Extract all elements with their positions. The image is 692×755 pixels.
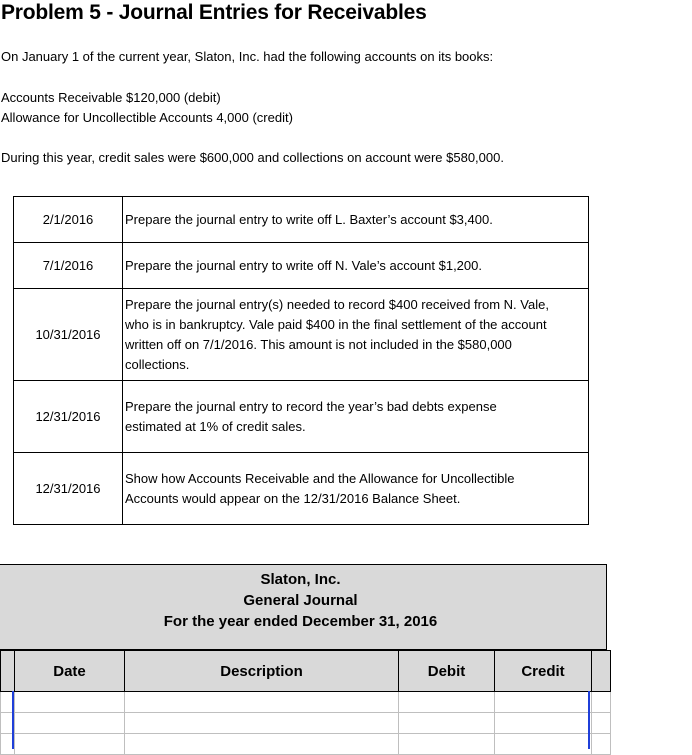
entry-description-cell[interactable]: [125, 734, 399, 755]
entry-debit-cell[interactable]: [399, 692, 495, 713]
task-description: Prepare the journal entry to write off N. Vale’s account $1,200.: [123, 243, 589, 289]
task-row: [14, 243, 589, 289]
journal-header-row: [1, 651, 611, 692]
tasks-table: [13, 196, 589, 525]
task-description: Show how Accounts Receivable and the Allowance for Uncollectible Accounts would appear on the 12/31/2016 Balance Sheet.: [123, 453, 589, 525]
debit-column-header: Debit: [399, 651, 495, 692]
page-title: Problem 5 - Journal Entries for Receivables: [1, 1, 427, 24]
entry-description-cell[interactable]: [125, 713, 399, 734]
selection-border-left: [12, 691, 14, 749]
selection-border-right: [588, 691, 590, 749]
entry-description-cell[interactable]: [125, 692, 399, 713]
entry-date-cell[interactable]: [15, 734, 125, 755]
journal-name: General Journal: [243, 592, 358, 609]
credit-column-header: Credit: [495, 651, 592, 692]
task-row: [14, 453, 589, 525]
task-description: Prepare the journal entry(s) needed to record $400 received from N. Vale, who is in bankruptcy. Vale paid $400 in the final settlement of the account written off on 7/1/2016. This amount is not included in the $580,000 collections.: [123, 289, 589, 381]
task-date: 2/1/2016: [14, 197, 123, 243]
entry-credit-cell[interactable]: [495, 713, 592, 734]
task-date: 7/1/2016: [14, 243, 123, 289]
intro-text: On January 1 of the current year, Slaton, Inc. had the following accounts on its books:: [1, 49, 494, 64]
task-date: 12/31/2016: [14, 381, 123, 453]
journal-entry-row: [1, 692, 611, 713]
account-line: Accounts Receivable $120,000 (debit): [1, 90, 221, 105]
entry-debit-cell[interactable]: [399, 713, 495, 734]
journal-company: Slaton, Inc.: [260, 571, 341, 588]
entry-credit-cell[interactable]: [495, 734, 592, 755]
task-row: [14, 289, 589, 381]
journal-entry-row: [1, 734, 611, 755]
journal-entry-row: [1, 713, 611, 734]
description-column-header: Description: [125, 651, 399, 692]
journal-table: [0, 650, 611, 755]
task-date: 10/31/2016: [14, 289, 123, 381]
entry-credit-cell[interactable]: [495, 692, 592, 713]
task-row: [14, 381, 589, 453]
task-date: 12/31/2016: [14, 453, 123, 525]
summary-text: During this year, credit sales were $600,000 and collections on account were $580,000.: [1, 150, 504, 165]
entry-date-cell[interactable]: [15, 713, 125, 734]
task-description: Prepare the journal entry to write off L. Baxter’s account $3,400.: [123, 197, 589, 243]
task-row: [14, 197, 589, 243]
entry-debit-cell[interactable]: [399, 734, 495, 755]
journal-period: For the year ended December 31, 2016: [163, 613, 438, 630]
entry-date-cell[interactable]: [15, 692, 125, 713]
date-column-header: Date: [15, 651, 125, 692]
task-description: Prepare the journal entry to record the year’s bad debts expense estimated at 1% of credit sales.: [123, 381, 589, 453]
account-line: Allowance for Uncollectible Accounts 4,000 (credit): [1, 110, 293, 125]
journal-header: [0, 564, 607, 650]
